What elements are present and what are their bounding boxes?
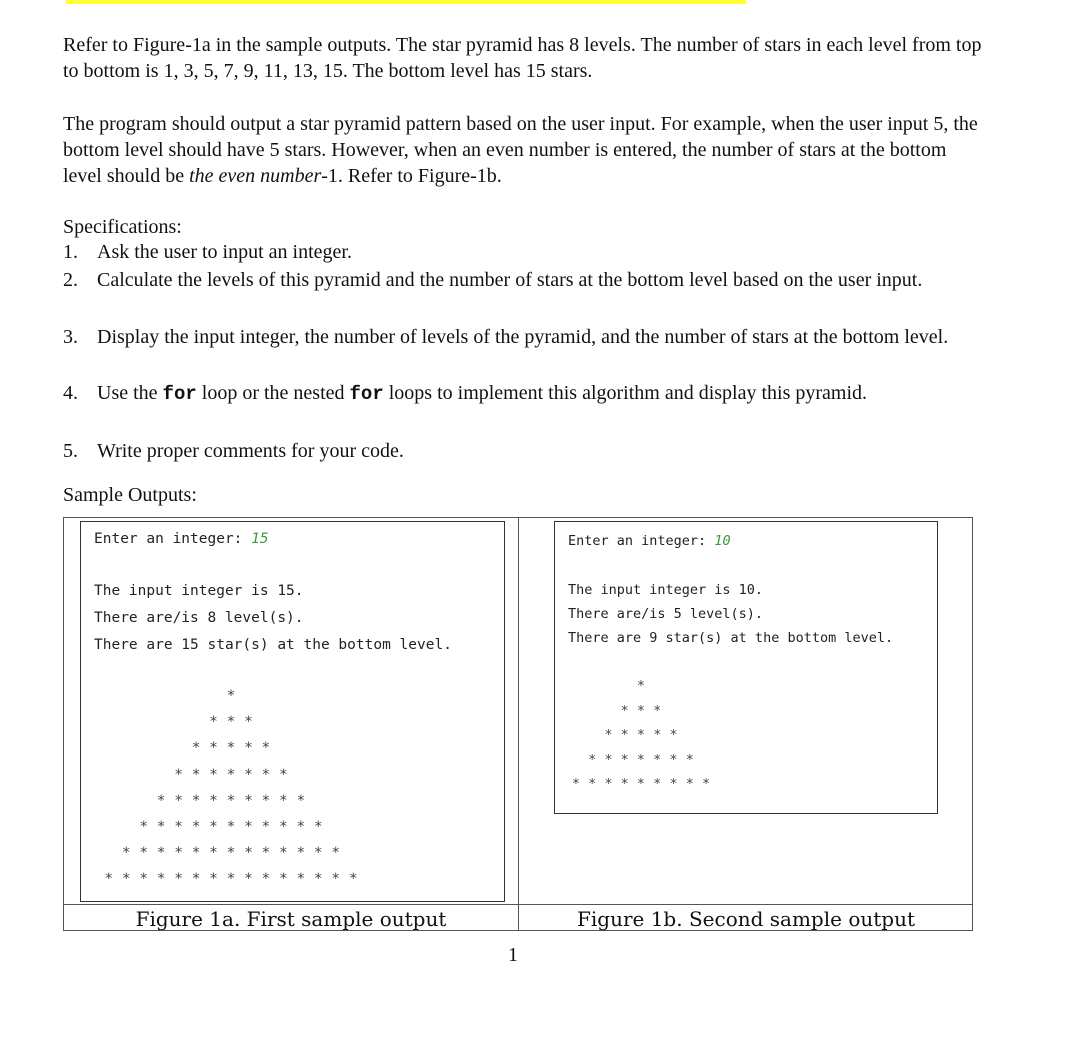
sample-outputs-heading: Sample Outputs: (63, 484, 197, 506)
console-line-levels: There are/is 5 level(s). (568, 606, 764, 622)
for-keyword: for (162, 383, 197, 405)
console-line-input: The input integer is 15. (94, 583, 304, 599)
spec4-text-b: loop or the nested (196, 382, 350, 404)
spec-item (63, 323, 963, 351)
star-row: * * * * * * * (588, 751, 694, 768)
spec-item (63, 266, 963, 294)
star-row: * * * * * * * * * (571, 776, 711, 792)
figure-caption: Figure 1a. First sample output (135, 907, 447, 931)
requirements-paragraph (63, 111, 983, 189)
star-row: * * * * * * * * * * * * * (121, 845, 341, 862)
spec-item (63, 238, 963, 266)
spec-item-number: 1. (63, 241, 78, 263)
highlight-strip (66, 0, 746, 4)
spec-item-text: Ask the user to input an integer. (97, 241, 352, 263)
console-line-input: The input integer is 10. (568, 582, 764, 598)
sample-outputs-table (63, 517, 973, 931)
star-row: * * * * * (191, 740, 271, 757)
intro-paragraph: Refer to Figure-1a in the sample outputs. The star pyramid has 8 levels. The number of stars in each level from top to bottom is 1, 3, 5, 7, 9, 11, 13, 15. The bottom level has 15 stars. (63, 34, 982, 82)
console-prompt-line (94, 531, 269, 547)
spec-item (63, 379, 963, 408)
p2-text-after: -1. Refer to Figure-1b. (321, 165, 502, 187)
console-output-second (554, 521, 938, 814)
star-row: * (636, 678, 646, 694)
spec-item-text (97, 379, 963, 408)
console-prompt: Enter an integer: (94, 531, 252, 547)
figure-caption: Figure 1b. Second sample output (577, 907, 915, 931)
star-row: * * * (620, 702, 662, 719)
console-line-stars: There are 9 star(s) at the bottom level. (568, 630, 894, 646)
console-input-value: 15 (251, 531, 269, 547)
table-divider-vertical (518, 518, 519, 930)
spec-item-number: 2. (63, 269, 78, 291)
p2-italic-phrase: the even number (189, 165, 322, 187)
star-row: * * * (209, 714, 253, 731)
star-row: * * * * * (604, 727, 678, 743)
console-prompt-line (568, 533, 731, 549)
table-divider-horizontal (64, 904, 972, 905)
spec-item-text: Write proper comments for your code. (97, 440, 404, 462)
spec-item (63, 437, 963, 465)
star-row: * * * * * * * * * (156, 792, 306, 809)
star-row: * * * * * * * * * * * (139, 819, 323, 835)
spec-item-text: Display the input integer, the number of levels of the pyramid, and the number of stars at the bottom level. (97, 326, 949, 348)
console-line-stars: There are 15 star(s) at the bottom level. (94, 637, 452, 653)
star-row: * (226, 688, 236, 704)
spec-item-number: 4. (63, 382, 78, 404)
console-output-first (80, 521, 505, 902)
console-line-levels: There are/is 8 level(s). (94, 610, 304, 626)
page-number: 1 (508, 944, 518, 966)
spec-item-text: Calculate the levels of this pyramid and the number of stars at the bottom level based on the user input. (97, 269, 923, 291)
for-keyword: for (349, 383, 384, 405)
spec4-text-c: loops to implement this algorithm and display this pyramid. (383, 382, 868, 404)
specifications-heading: Specifications: (63, 216, 182, 238)
spec4-text-a: Use the (97, 382, 163, 404)
star-row: * * * * * * * * * * * * * * * (104, 871, 358, 888)
spec-item-number: 5. (63, 440, 78, 462)
console-input-value: 10 (714, 533, 731, 549)
spec-item-number: 3. (63, 326, 78, 348)
p2-text-before: The program should output a star pyramid pattern based on the user input. For example, when the user input 5, the bottom level should have 5 stars. However, when an even number is entered, the number of stars at the bottom level should be (63, 113, 978, 187)
star-row: * * * * * * * (174, 766, 288, 783)
console-prompt: Enter an integer: (568, 533, 715, 549)
